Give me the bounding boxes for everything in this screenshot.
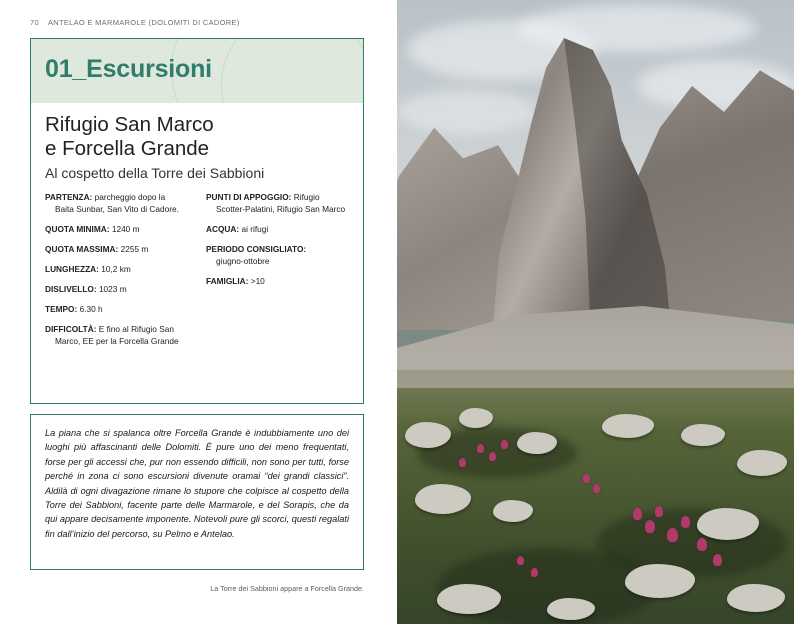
route-title-line2: e Forcella Grande [45,137,210,160]
photo-flower [593,484,600,493]
spec-key: QUOTA MINIMA: [45,224,110,234]
intro-quote-text: La piana che si spalanca oltre Forcella Grande è indubbiamente uno dei luoghi più affascinanti delle Dolomiti. È pure uno dei meno frequentati, forse per gli accessi che, pur non essendo difficili, non sono per tutti, forse perché in zona ci sono escursioni divenute oramai “dei grandi classici”. Aldilà di ogni divagazione rimane lo stupore che colpisce al cospetto della Torre dei Sabbioni, facente parte delle Marmarole, e del Sorapis, che da qui appare decisamente imponente. Notevoli pure gli scorci, questi regalati fin dall’inizio del percorso, su Pelmo e Antelao. [45,428,349,539]
spec-value: parcheggio dopo la [94,192,166,202]
running-head [30,18,240,27]
folio-number: 70 [30,18,39,27]
spec-item [206,243,353,267]
photo-rock [415,484,471,514]
right-photo-page [397,0,794,624]
photo-flower [681,516,690,528]
spec-item [206,191,353,215]
route-info-box [30,38,364,404]
spec-value-cont: giugno-ottobre [216,256,270,266]
photo-caption: La Torre dei Sabbioni appare a Forcella Grande. [210,584,364,593]
spec-value: Rifugio [293,192,320,202]
spec-key: TEMPO: [45,304,78,314]
spec-key: DISLIVELLO: [45,284,97,294]
photo-flower [531,568,538,577]
photo-rock [459,408,493,428]
route-title-line1: Rifugio San Marco [45,113,214,136]
section-title: 01_Escursioni [45,55,212,83]
spec-item [45,223,192,235]
photo-flower [713,554,722,566]
spec-value: 1240 m [111,224,140,234]
spec-key: QUOTA MASSIMA: [45,244,119,254]
spec-key: ACQUA: [206,224,240,234]
spec-value: 10,2 km [101,264,131,274]
photo-meadow [397,388,794,624]
spec-value-cont: Marco, EE per la Forcella Grande [55,336,179,346]
spec-value: 6.30 h [79,304,103,314]
photo-flower [583,474,590,483]
photo-flower [667,528,678,542]
photo-rock [493,500,533,522]
spec-item [45,243,192,255]
spec-value: E fino al Rifugio San [98,324,174,334]
spec-value: 2255 m [120,244,149,254]
route-subtitle: Al cospetto della Torre dei Sabbioni [45,165,265,181]
specs-column-right [206,191,353,355]
spec-key: PARTENZA: [45,192,93,202]
photo-rock [681,424,725,446]
photo-rock [737,450,787,476]
spec-key: PUNTI DI APPOGGIO: [206,192,292,202]
photo-flower [645,520,655,533]
photo-rock [625,564,695,598]
spec-item [45,263,192,275]
intro-quote-box [30,414,364,570]
spec-value: 1023 m [98,284,127,294]
photo-flower [501,440,508,449]
route-title-block [45,113,355,181]
photo-rock [727,584,785,612]
running-head-text: ANTELAO E MARMAROLE (DOLOMITI DI CADORE) [47,18,240,27]
spec-key: FAMIGLIA: [206,276,249,286]
spec-item [45,283,192,295]
specs-columns [45,191,353,355]
decorative-swirl-secondary-icon [221,39,363,103]
spec-item [45,191,192,215]
spec-key: LUNGHEZZA: [45,264,99,274]
spec-item [45,303,192,315]
photo-flower [655,506,663,517]
photo-flower [459,458,466,467]
spec-item [206,275,353,287]
spec-item [206,223,353,235]
photo-flower [517,556,524,565]
spec-value: >10 [250,276,265,286]
spec-value-cont: Baita Sunbar, San Vito di Cadore. [55,204,179,214]
spec-key: DIFFICOLTÀ: [45,324,97,334]
spec-item [45,323,192,347]
spec-value-cont: Scotter-Palatini, Rifugio San Marco [216,204,346,214]
photo-flower [477,444,484,453]
spec-value: ai rifugi [241,224,269,234]
photo-cloud [397,90,537,134]
photo-flower [489,452,496,461]
spec-key: PERIODO CONSIGLIATO: [206,244,307,254]
photo-cloud [517,4,757,52]
photo-rock [602,414,654,438]
photo-flower [633,508,642,520]
specs-column-left [45,191,192,355]
photo-flower [697,538,707,551]
